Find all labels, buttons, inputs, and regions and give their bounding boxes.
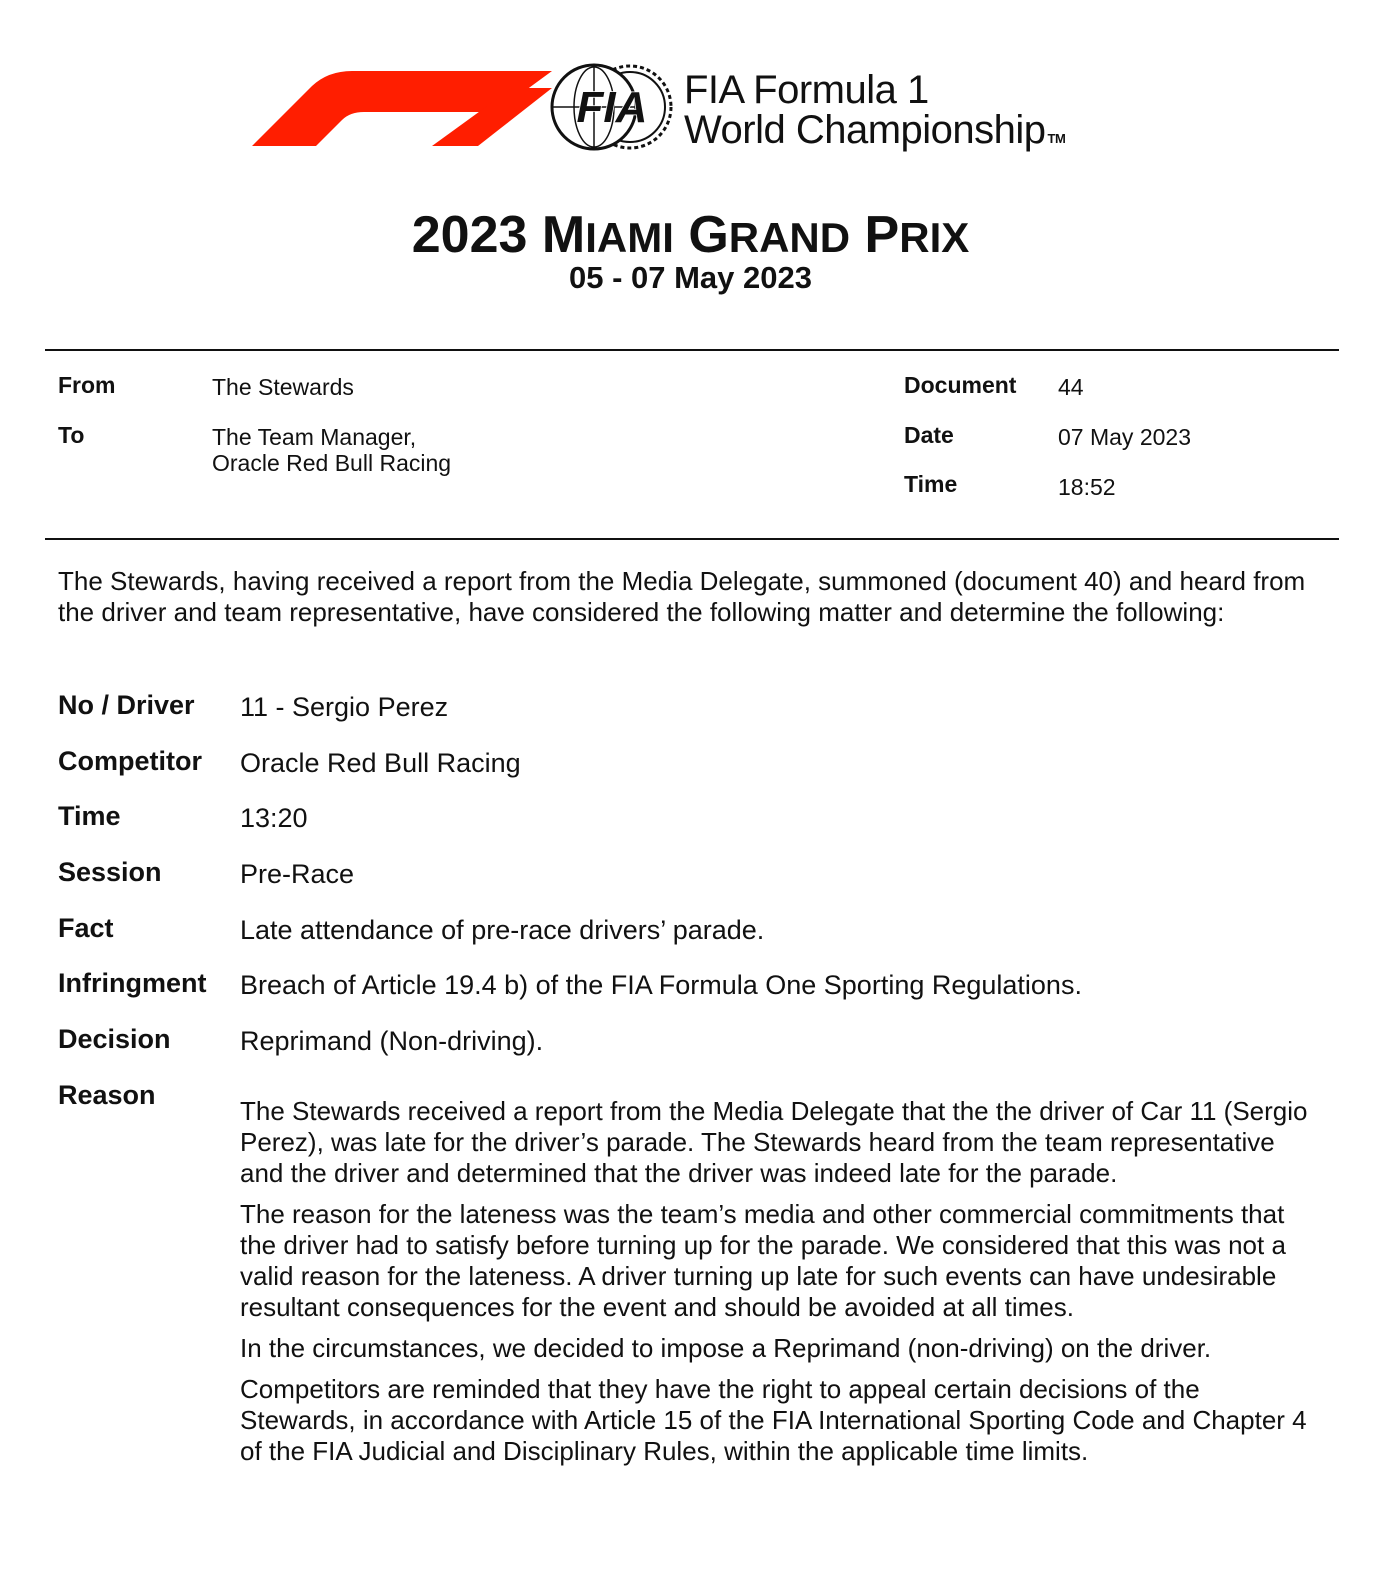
row-label-fact: Fact [58,913,114,943]
row-value-driver: 11 - Sergio Perez [240,692,449,722]
row-label-infringement: Infringment [58,968,207,998]
event-title [0,205,1381,268]
reason-paragraph-4: Competitors are reminded that they have the right to appeal certain decisions of the Stewards, in accordance with Article 15 of the FIA International Sporting Code and Chapter 4 of the FIA Judicial and Disciplinary Rules, within the applicable time limits. [240,1374,1307,1466]
brand-wordmark [684,70,1065,159]
reason-paragraph-3: In the circumstances, we decided to impose a Reprimand (non-driving) on the driver. [240,1333,1212,1363]
divider-bottom [45,538,1339,540]
date-label: Date [904,422,954,448]
event-dates: 05 - 07 May 2023 [568,260,812,295]
logo-block [252,62,1152,158]
brand-line-2: World Championship [684,108,1046,152]
row-value-infringement: Breach of Article 19.4 b) of the FIA Formula One Sporting Regulations. [240,970,1082,1000]
from-label: From [58,372,116,398]
row-label-decision: Decision [58,1024,171,1054]
event-year: 2023 [411,206,528,264]
time-value: 18:52 [1058,474,1116,500]
trademark: TM [1047,131,1066,146]
reason-paragraph-2: The reason for the lateness was the team’s media and other commercial commitments that the driver had to satisfy before turning up for the parade. We considered that this was not a valid reason for the lateness. A driver turning up late for such events can have undesirable resultant consequences for the event and should be avoided at all times. [240,1199,1286,1322]
brand-line-1: FIA Formula 1 [684,68,929,112]
row-value-time: 13:20 [240,803,308,833]
row-label-reason: Reason [58,1080,156,1110]
time-label: Time [904,471,958,497]
reason-text [240,1096,1320,1477]
to-value-line-1: The Team Manager, [212,424,417,450]
divider-top [45,349,1339,351]
event-name: MIAMI GRAND PRIX [541,206,970,264]
f1-logo [252,68,552,148]
to-label: To [58,422,85,448]
document-header [0,0,1381,170]
intro-paragraph: The Stewards, having received a report from the Media Delegate, summoned (document 40) and heard from the driver and team representative, have considered the following matter and determine the following: [58,566,1306,627]
row-value-session: Pre-Race [240,859,355,889]
to-value [212,424,451,476]
fia-seal [550,62,678,152]
row-label-time: Time [58,801,121,831]
row-value-decision: Reprimand (Non-driving). [240,1026,544,1056]
from-value: The Stewards [212,374,354,400]
row-value-fact: Late attendance of pre-race drivers’ parade. [240,915,765,945]
row-value-competitor: Oracle Red Bull Racing [240,748,521,778]
date-value: 07 May 2023 [1058,424,1191,450]
row-label-competitor: Competitor [58,746,202,776]
row-label-session: Session [58,857,162,887]
reason-paragraph-1: The Stewards received a report from the Media Delegate that the the driver of Car 11 (Sergio Perez), was late for the driver’s parade. The Stewards heard from the team representative and the driver and determined that the driver was indeed late for the parade. [240,1096,1308,1188]
document-label: Document [904,372,1017,398]
fia-seal-text: FIA [576,83,648,132]
row-label-driver: No / Driver [58,690,195,720]
to-value-line-2: Oracle Red Bull Racing [212,450,452,476]
document-value: 44 [1058,374,1084,400]
